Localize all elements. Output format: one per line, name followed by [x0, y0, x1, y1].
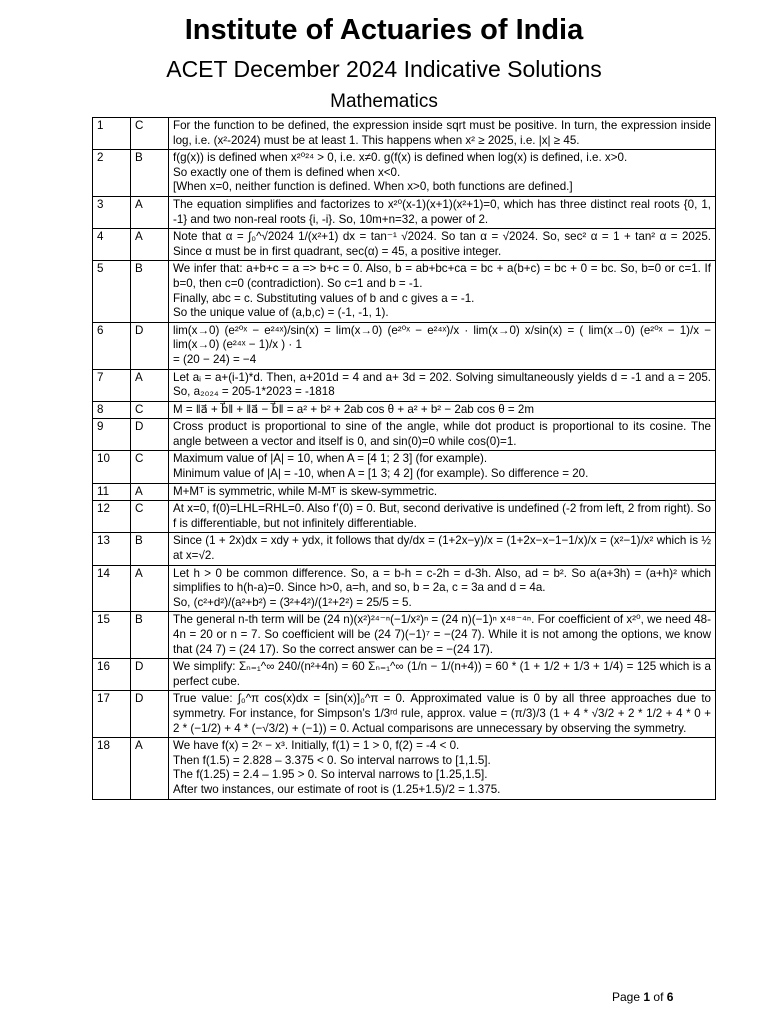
table-row [93, 419, 716, 451]
answer-option: A [131, 369, 169, 401]
answer-option: D [131, 659, 169, 691]
solution-text [169, 369, 716, 401]
page-label: Page [612, 990, 641, 1004]
document-subtitle: ACET December 2024 Indicative Solutions [166, 56, 602, 82]
solution-line: So the unique value of (a,b,c) = (-1, -1, 1). [173, 306, 389, 320]
answer-option: B [131, 612, 169, 659]
solution-line: So exactly one of them is defined when x<0. [173, 165, 401, 179]
table-row [93, 369, 716, 401]
solution-text [169, 483, 716, 501]
question-number: 9 [93, 419, 131, 451]
solution-line: The general n-th term will be (24 n)(x²)²⁴⁻ⁿ(−1/x²)ⁿ = (24 n)(−1)ⁿ x⁴⁸⁻⁴ⁿ. For coefficient of x²⁰, we need 48-4n = 20 or n = 7. So coefficient will be (24 7)(−1)⁷ = −(24 7). While it is not among the options, we know that (24 7) = (24 17). So the correct answer can be = −(24 17). [173, 613, 711, 656]
solution-line: We have f(x) = 2ˣ − x³. Initially, f(1) = 1 > 0, f(2) = -4 < 0. [173, 739, 460, 753]
solution-line: f(g(x)) is defined when x²⁰²⁴ > 0, i.e. x≠0. g(f(x) is defined when log(x) is defined, i.e. x>0. [173, 151, 628, 165]
solution-line: Cross product is proportional to sine of the angle, while dot product is proportional to its cosine. The angle between a vector and itself is 0, and sin(0)=0 while cos(0)=1. [173, 420, 711, 448]
answer-option: A [131, 196, 169, 228]
table-row [93, 533, 716, 565]
solution-line: [When x=0, neither function is defined. When x>0, both functions are defined.] [173, 180, 573, 194]
table-row [93, 738, 716, 799]
solution-text [169, 501, 716, 533]
solution-line: We infer that: a+b+c = a => b+c = 0. Also, b = ab+bc+ca = bc + a(b+c) = bc + 0 = bc. So, b=0 or c=1. If b=0, then c=0 (contradiction). So c=1 and b = -1. [173, 262, 711, 290]
question-number: 6 [93, 322, 131, 369]
table-row [93, 565, 716, 612]
solution-text [169, 612, 716, 659]
solution-line: M = ‖a⃗ + b⃗‖ + ‖a⃗ − b⃗‖ = a² + b² + 2ab cos θ + a² + b² − 2ab cos θ = 2m [173, 402, 534, 416]
question-number: 7 [93, 369, 131, 401]
answer-option: A [131, 229, 169, 261]
solutions-table [92, 117, 716, 800]
solution-line: Let h > 0 be common difference. So, a = b-h = c-2h = d-3h. Also, ad = b². So a(a+3h) = (a+h)² which simplifies to h(h-a)=0. Since h>0, a=h, and so, b = 2a, c = 3a and d = 4a. [173, 566, 711, 595]
solution-line: We simplify: Σₙ₌₁^∞ 240/(n²+4n) = 60 Σₙ₌₁^∞ (1/n − 1/(n+4)) = 60 * (1 + 1/2 + 1/3 + 1/4) = 125 which is a perfect cube. [173, 660, 711, 688]
answer-option: B [131, 150, 169, 197]
question-number: 8 [93, 401, 131, 419]
solution-line: At x=0, f(0)=LHL=RHL=0. Also f’(0) = 0. But, second derivative is undefined (-2 from left, 2 from right). So f is differentiable, but not infinitely differentiable. [173, 502, 711, 530]
solution-line: Since (1 + 2x)dx = xdy + ydx, it follows that dy/dx = (1+2x−y)/x = (1+2x−x−1−1/x)/x = (x²−1)/x² which is ½ at x=√2. [173, 534, 711, 563]
solution-text [169, 261, 716, 322]
answer-option: C [131, 401, 169, 419]
question-number: 14 [93, 565, 131, 612]
solution-text [169, 322, 716, 369]
solution-line: Finally, abc = c. Substituting values of b and c gives a = -1. [173, 291, 475, 305]
table-row [93, 501, 716, 533]
table-row [93, 150, 716, 197]
answer-option: D [131, 691, 169, 738]
solution-text [169, 118, 716, 150]
question-number: 15 [93, 612, 131, 659]
solution-text [169, 565, 716, 612]
answer-option: A [131, 483, 169, 501]
table-row [93, 483, 716, 501]
solution-text [169, 533, 716, 565]
solution-text [169, 401, 716, 419]
table-row [93, 691, 716, 738]
table-row [93, 659, 716, 691]
subject-heading: Mathematics [330, 91, 438, 112]
solution-line: lim(x→0) (e²⁰ˣ − e²⁴ˣ)/sin(x) = lim(x→0) (e²⁰ˣ − e²⁴ˣ)/x · lim(x→0) x/sin(x) = ( lim(x→0) (e²⁰ˣ − 1)/x − lim(x→0) (e²⁴ˣ − 1)/x ) · 1 [173, 323, 711, 352]
question-number: 12 [93, 501, 131, 533]
answer-option: D [131, 322, 169, 369]
solution-line: For the function to be defined, the expression inside sqrt must be positive. In turn, the expression inside log, i.e. (x²-2024) must be at least 1. This happens when x² ≥ 2025, i.e. |x| ≥ 45. [173, 119, 711, 147]
solution-text [169, 196, 716, 228]
solution-text [169, 150, 716, 197]
solution-line: Note that α = ∫₀^√2024 1/(x²+1) dx = tan⁻¹ √2024. So tan α = √2024. So, sec² α = 1 + tan² α = 2025. Since α must be in first quadrant, sec(α) = 45, a positive integer. [173, 230, 711, 258]
question-number: 5 [93, 261, 131, 322]
solution-line: Maximum value of |A| = 10, when A = [4 1; 2 3] (for example). [173, 452, 488, 466]
question-number: 16 [93, 659, 131, 691]
answer-option: D [131, 419, 169, 451]
answer-option: A [131, 738, 169, 799]
solution-line: Let aᵢ = a+(i-1)*d. Then, a+201d = 4 and a+ 3d = 202. Solving simultaneously yields d = -1 and a = 205. So, a₂₀₂₄ = 205-1*2023 = -1818 [173, 370, 711, 399]
solution-text [169, 691, 716, 738]
page-current: 1 [643, 990, 651, 1004]
solution-line: Then f(1.5) = 2.828 – 3.375 < 0. So interval narrows to [1,1.5]. [173, 753, 491, 767]
question-number: 18 [93, 738, 131, 799]
solution-text [169, 738, 716, 799]
solution-line: = (20 − 24) = −4 [173, 352, 257, 366]
answer-option: C [131, 451, 169, 483]
answer-option: A [131, 565, 169, 612]
answer-option: B [131, 533, 169, 565]
answer-option: C [131, 501, 169, 533]
solution-text [169, 451, 716, 483]
answer-option: B [131, 261, 169, 322]
table-row [93, 229, 716, 261]
question-number: 10 [93, 451, 131, 483]
question-number: 3 [93, 196, 131, 228]
answer-option: C [131, 118, 169, 150]
question-number: 11 [93, 483, 131, 501]
question-number: 13 [93, 533, 131, 565]
table-row [93, 196, 716, 228]
document-title: Institute of Actuaries of India [184, 14, 584, 46]
solution-line: True value: ∫₀^π cos(x)dx = [sin(x)]₀^π = 0. Approximated value is 0 by all three approaches due to symmetry. For instance, for Simpson’s 1/3ʳᵈ rule, approx. value = (π/3)/3 (1 + 4 * √3/2 + 2 * 1/2 + 4 * 0 + 2 * (−1/2) + 4 * (−√3/2) + (−1)) = 0. Actual comparisons are unnecessary by observing the symmetry. [173, 692, 711, 735]
solution-text [169, 419, 716, 451]
table-row [93, 401, 716, 419]
table-row [93, 261, 716, 322]
table-row [93, 451, 716, 483]
question-number: 4 [93, 229, 131, 261]
solution-text [169, 659, 716, 691]
question-number: 1 [93, 118, 131, 150]
table-row [93, 322, 716, 369]
solution-line: So, (c²+d²)/(a²+b²) = (3²+4²)/(1²+2²) = 25/5 = 5. [173, 595, 412, 609]
solution-line: Minimum value of |A| = -10, when A = [1 3; 4 2] (for example). So difference = 20. [173, 467, 589, 481]
page-number [612, 990, 673, 1004]
table-row [93, 612, 716, 659]
solution-line: The f(1.25) = 2.4 – 1.95 > 0. So interval narrows to [1.25,1.5]. [173, 768, 488, 782]
solution-text [169, 229, 716, 261]
page-total: 6 [666, 990, 674, 1004]
solution-line: M+Mᵀ is symmetric, while M-Mᵀ is skew-symmetric. [173, 484, 438, 498]
solution-line: After two instances, our estimate of root is (1.25+1.5)/2 = 1.375. [173, 782, 501, 796]
page-of: of [653, 990, 664, 1004]
table-row [93, 118, 716, 150]
question-number: 17 [93, 691, 131, 738]
question-number: 2 [93, 150, 131, 197]
solution-line: The equation simplifies and factorizes to x²⁰(x-1)(x+1)(x²+1)=0, which has three distinct real roots {0, 1, -1} and two non-real roots {i, -i}. So, 10m+n=32, a power of 2. [173, 197, 711, 226]
